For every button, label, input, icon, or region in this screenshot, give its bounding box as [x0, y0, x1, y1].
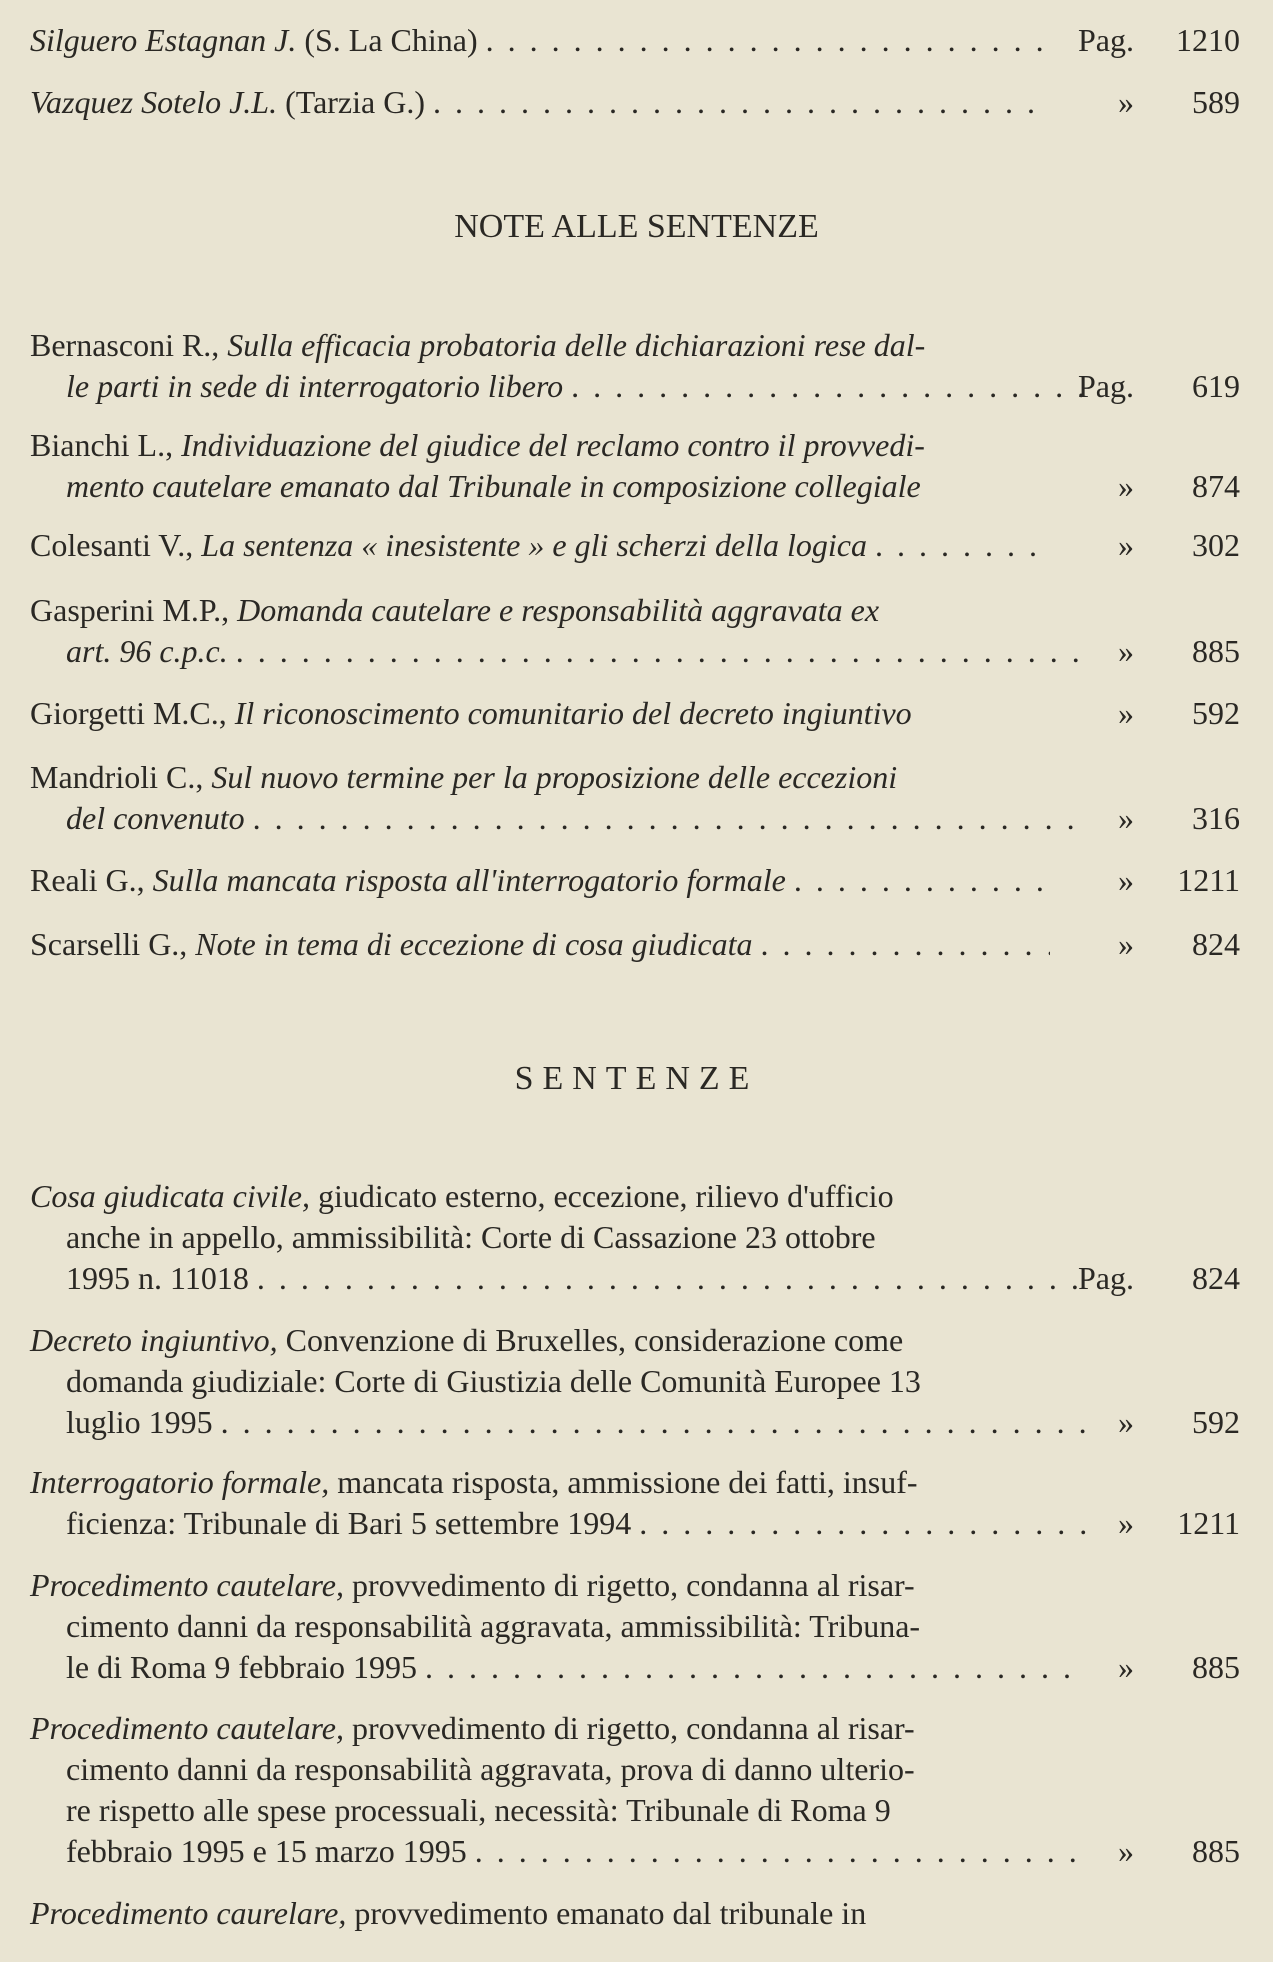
sentenza-entry: [30, 1565, 1240, 1688]
sentenza-subject: Procedimento caurelare,: [30, 1895, 347, 1931]
note-entry: [30, 525, 1240, 566]
note-entry: [30, 693, 1240, 734]
section-heading-sentenze: SENTENZE: [514, 1060, 759, 1097]
page-ref-label: »: [1118, 695, 1134, 731]
sentenza-subject: Interrogatorio formale,: [30, 1464, 330, 1500]
sentenza-subject: Procedimento cautelare,: [30, 1710, 344, 1746]
page-number: 592: [1192, 695, 1240, 731]
page-number: 824: [1192, 1260, 1240, 1296]
author-entry: [30, 20, 1240, 61]
note-entry: [30, 325, 1240, 407]
sentenza-subject: Procedimento cautelare,: [30, 1567, 344, 1603]
sentenza-line: re rispetto alle spese processuali, necessità: Tribunale di Roma 9: [66, 1792, 891, 1828]
page-ref-label: Pag.: [1078, 1260, 1134, 1296]
sentenza-subject: Cosa giudicata civile,: [30, 1178, 310, 1214]
sentenza-entry: [30, 1176, 1240, 1299]
section-heading-notes: NOTE ALLE SENTENZE: [454, 208, 819, 245]
author-name: Silguero Estagnan J.: [30, 22, 297, 58]
sentenza-subject: Decreto ingiuntivo,: [30, 1322, 278, 1358]
page-ref-label: »: [1118, 926, 1134, 962]
note-title-line: Individuazione del giudice del reclamo contro il provvedi-: [181, 427, 925, 463]
page-ref-label: Pag.: [1078, 22, 1134, 58]
note-title-line: le parti in sede di interrogatorio libero: [66, 368, 564, 404]
page-number: 1211: [1177, 862, 1240, 898]
sentenza-entry: [30, 1462, 1240, 1544]
sentenza-line: cimento danni da responsabilità aggravata, prova di danno ulterio-: [66, 1751, 915, 1787]
note-title-line: Note in tema di eccezione di cosa giudicata: [195, 926, 753, 962]
page-number: 619: [1192, 368, 1240, 404]
page-ref-label: »: [1118, 1404, 1134, 1440]
sentenza-line: anche in appello, ammissibilità: Corte di Cassazione 23 ottobre: [66, 1219, 876, 1255]
page-number: 316: [1192, 800, 1240, 836]
note-entry: [30, 757, 1240, 839]
note-title-line: Domanda cautelare e responsabilità aggravata ex: [237, 592, 880, 628]
page-number: 1210: [1176, 22, 1240, 58]
note-author: Scarselli G.,: [30, 926, 188, 962]
note-title-line: del convenuto: [66, 800, 245, 836]
sentenza-line: luglio 1995: [66, 1404, 213, 1440]
note-author: Reali G.,: [30, 862, 145, 898]
sentenza-line: mancata risposta, ammissione dei fatti, insuf-: [337, 1464, 918, 1500]
note-author: Bernasconi R.,: [30, 327, 220, 363]
page-number: 592: [1192, 1404, 1240, 1440]
note-author: Bianchi L.,: [30, 427, 174, 463]
sentenza-line: 1995 n. 11018: [66, 1260, 249, 1296]
note-title-line: art. 96 c.p.c.: [66, 633, 228, 669]
note-author: Gasperini M.P.,: [30, 592, 230, 628]
author-name: Vazquez Sotelo J.L.: [30, 84, 278, 120]
sentenza-line: Convenzione di Bruxelles, considerazione come: [285, 1322, 904, 1358]
page-ref-label: »: [1118, 1505, 1134, 1541]
note-author: Mandrioli C.,: [30, 759, 204, 795]
sentenza-entry: [30, 1893, 1240, 1934]
author-note: (Tarzia G.): [285, 84, 425, 120]
note-title-line: La sentenza « inesistente » e gli scherzi della logica: [201, 527, 867, 563]
page-number: 885: [1192, 1649, 1240, 1685]
note-entry: [30, 860, 1240, 901]
note-author: Colesanti V.,: [30, 527, 194, 563]
sentenza-line: provvedimento di rigetto, condanna al risar-: [351, 1710, 915, 1746]
note-title-line: mento cautelare emanato dal Tribunale in composizione collegiale: [66, 468, 921, 504]
note-entry: [30, 425, 1240, 507]
page-ref-label: »: [1118, 862, 1134, 898]
page-number: 589: [1192, 84, 1240, 120]
page-ref-label: »: [1118, 800, 1134, 836]
sentenza-line: le di Roma 9 febbraio 1995: [66, 1649, 418, 1685]
sentenza-line: febbraio 1995 e 15 marzo 1995: [66, 1833, 467, 1869]
page-ref-label: »: [1118, 1649, 1134, 1685]
page-ref-label: »: [1118, 527, 1134, 563]
page-number: 1211: [1177, 1505, 1240, 1541]
page-ref-label: »: [1118, 468, 1134, 504]
sentenza-line: cimento danni da responsabilità aggravata, ammissibilità: Tribuna-: [66, 1608, 921, 1644]
note-title-line: Il riconoscimento comunitario del decreto ingiuntivo: [234, 695, 912, 731]
note-entry: [30, 924, 1240, 965]
note-author: Giorgetti M.C.,: [30, 695, 227, 731]
note-title-line: Sulla efficacia probatoria delle dichiarazioni rese dal-: [227, 327, 926, 363]
page-ref-label: Pag.: [1078, 368, 1134, 404]
note-entry: [30, 590, 1240, 672]
page-ref-label: »: [1118, 633, 1134, 669]
sentenza-line: domanda giudiziale: Corte di Giustizia delle Comunità Europee 13: [66, 1363, 921, 1399]
sentenza-entry: [30, 1320, 1240, 1443]
author-entry: [30, 82, 1240, 123]
note-title-line: Sulla mancata risposta all'interrogatorio formale: [152, 862, 786, 898]
page-number: 885: [1192, 633, 1240, 669]
sentenza-line: giudicato esterno, eccezione, rilievo d'ufficio: [317, 1178, 894, 1214]
sentenza-entry: [30, 1708, 1240, 1872]
page-ref-label: »: [1118, 1833, 1134, 1869]
note-title-line: Sul nuovo termine per la proposizione delle eccezioni: [211, 759, 898, 795]
page-number: 874: [1192, 468, 1240, 504]
sentenza-line: provvedimento di rigetto, condanna al risar-: [351, 1567, 915, 1603]
page-number: 824: [1192, 926, 1240, 962]
page-ref-label: »: [1118, 84, 1134, 120]
page-number: 302: [1192, 527, 1240, 563]
sentenza-line: provvedimento emanato dal tribunale in: [354, 1895, 867, 1931]
author-note: (S. La China): [304, 22, 478, 58]
page-number: 885: [1192, 1833, 1240, 1869]
sentenza-line: ficienza: Tribunale di Bari 5 settembre 1994: [66, 1505, 632, 1541]
